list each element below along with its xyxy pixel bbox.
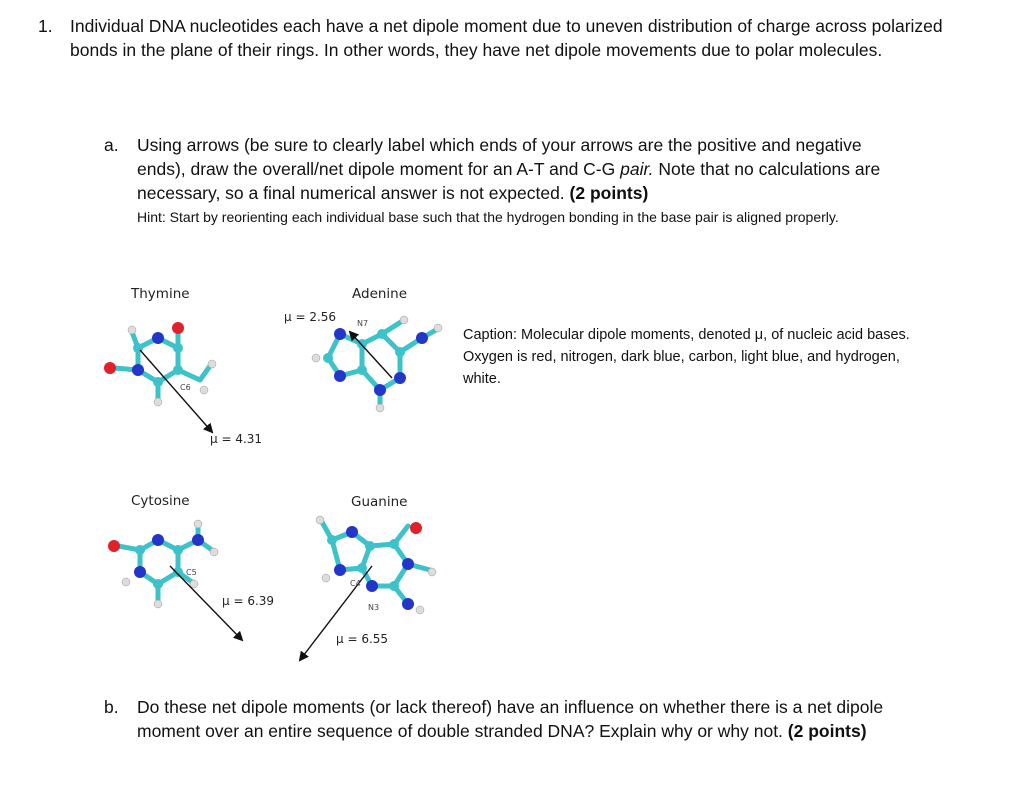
thymine-atom-c6: C6 (180, 383, 191, 392)
part-a-text-1: Using arrows (be sure to clearly label which ends of your arrows are the positive and negative ends), draw the overall/net dipole moment for an A-T and C-G (137, 135, 862, 179)
guanine-mu: μ = 6.55 (336, 632, 389, 646)
part-a-italic: pair. (620, 159, 654, 179)
part-a-text-2: Note that no calculations are necessary, so a final numerical answer is not expected. (137, 159, 881, 203)
adenine-label: Adenine (352, 286, 408, 302)
part-b-number: b. (104, 697, 119, 717)
part-b-body (137, 695, 907, 743)
thymine-label: Thymine (131, 286, 190, 302)
dipole-figure (100, 282, 460, 672)
thymine-molecule (104, 322, 216, 432)
part-a-body (137, 133, 907, 227)
part-a-number: a. (104, 135, 119, 155)
part-a-points: (2 points) (569, 183, 649, 203)
molecule-drawing (100, 282, 460, 672)
cytosine-label: Cytosine (131, 493, 190, 509)
part-b-points: (2 points) (787, 721, 867, 741)
cytosine-molecule (108, 520, 242, 640)
thymine-mu: μ = 4.31 (210, 432, 263, 446)
guanine-atom-c4: C4 (350, 579, 361, 588)
adenine-atom-n7: N7 (357, 319, 369, 328)
question-text: Individual DNA nucleotides each have a net dipole moment due to uneven distribution of charge across polarized bonds in the plane of their rings. In other words, they have net dipole movements due to polar molecules. (70, 16, 943, 60)
cytosine-mu: μ = 6.39 (222, 594, 275, 608)
figure-caption: Caption: Molecular dipole moments, denoted μ, of nucleic acid bases. Oxygen is red, nitrogen, dark blue, carbon, light blue, and hydrogen, white. (463, 327, 910, 387)
adenine-mu: μ = 2.56 (284, 310, 337, 324)
question-number: 1. (38, 16, 53, 36)
part-b-text: Do these net dipole moments (or lack thereof) have an influence on whether there is a net dipole moment over an entire sequence of double stranded DNA? Explain why or why not. (137, 697, 884, 741)
guanine-atom-n3: N3 (368, 603, 380, 612)
guanine-label: Guanine (351, 494, 408, 510)
adenine-molecule (312, 316, 442, 412)
cytosine-atom-c5: C5 (186, 568, 197, 577)
part-a-hint: Hint: Start by reorienting each individual base such that the hydrogen bonding in the base pair is aligned properly. (137, 209, 839, 225)
